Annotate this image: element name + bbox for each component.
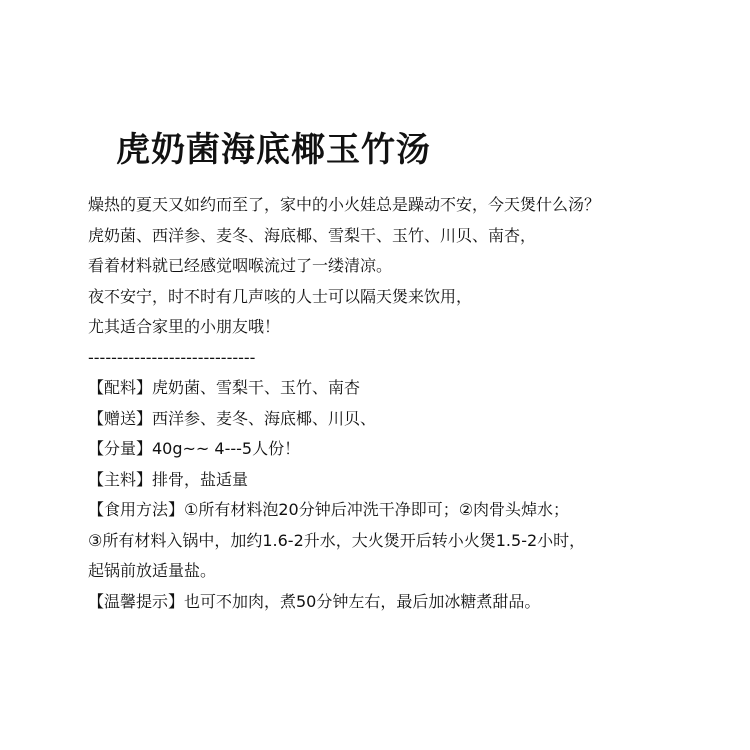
intro-line: 夜不安宁，时不时有几声咳的人士可以隔天煲来饮用， (88, 286, 473, 306)
intro-line: 尤其适合家里的小朋友哦！ (88, 317, 281, 336)
ingredients-line: 【配料】虎奶菌、雪梨干、玉竹、南杏 (88, 378, 361, 397)
tips-line: 【温馨提示】也可不加肉，煮50分钟左右，最后加冰糖煮甜品。 (88, 591, 541, 611)
intro-line: 看着材料就已经感觉咽喉流过了一缕清凉。 (88, 256, 393, 275)
recipe-title: 虎奶菌海底椰玉竹汤 (116, 130, 431, 170)
method-line: 起锅前放适量盐。 (88, 561, 217, 580)
portion-line: 【分量】40g~~ 4---5人份！ (88, 439, 301, 458)
gift-items-line: 【赠送】西洋参、麦冬、海底椰、川贝、 (88, 408, 377, 428)
main-ingredients-line: 【主料】排骨，盐适量 (88, 469, 249, 489)
intro-line: 燥热的夏天又如约而至了，家中的小火娃总是躁动不安，今天煲什么汤？ (88, 195, 601, 214)
divider-line: ----------------------------- (88, 347, 256, 367)
recipe-body (88, 190, 728, 617)
method-line: 【食用方法】①所有材料泡20分钟后冲洗干净即可；②肉骨头焯水； (88, 500, 570, 519)
method-line: ③所有材料入锅中，加约1.6-2升水，大火煲开后转小火煲1.5-2小时， (88, 530, 586, 550)
ingredients-overview-line: 虎奶菌、西洋参、麦冬、海底椰、雪梨干、玉竹、川贝、南杏， (88, 225, 537, 245)
